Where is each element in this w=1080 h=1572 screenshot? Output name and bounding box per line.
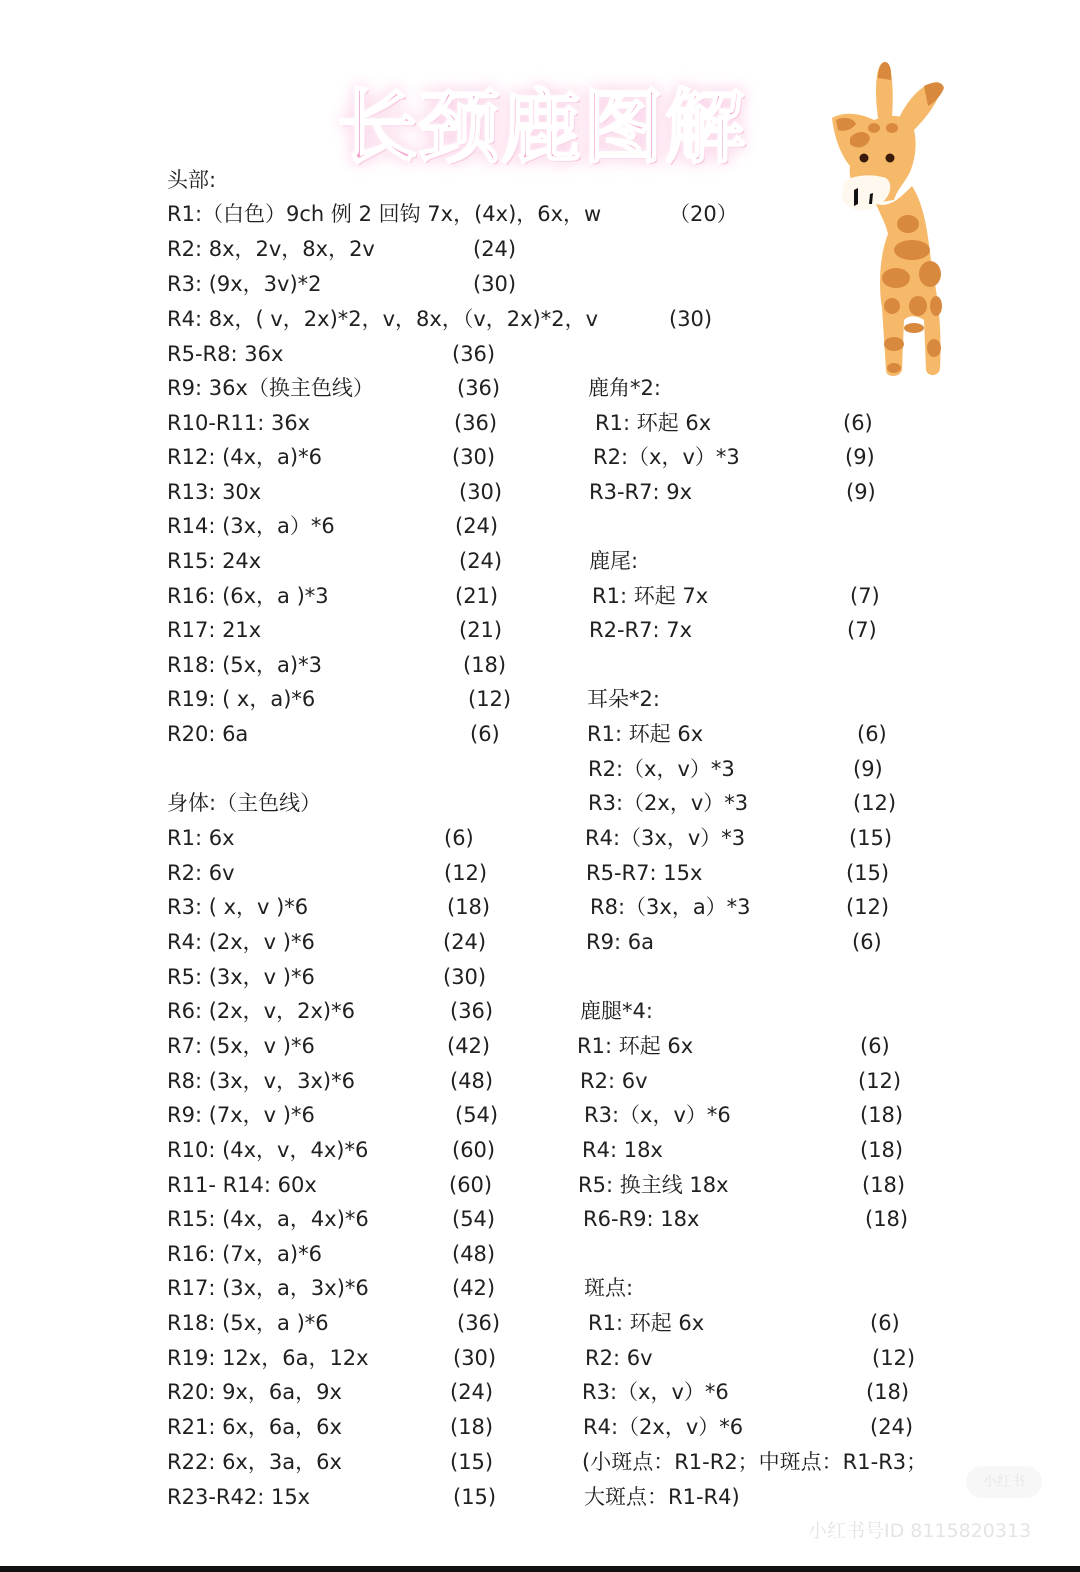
section-heading-head: 头部:	[167, 168, 217, 192]
spots-row-label: R3:（x，v）*6	[582, 1380, 729, 1404]
spots-row-label: R4:（2x，v）*6	[583, 1415, 744, 1439]
ears-row-count: (9)	[853, 757, 883, 781]
ears-row-count: (12)	[853, 791, 897, 815]
body-row-label: R4: (2x，v )*6	[167, 930, 315, 954]
body-row-label: R11- R14: 60x	[167, 1173, 317, 1197]
spots-row-label: R1: 环起 6x	[588, 1311, 705, 1335]
head-row-label: R9: 36x（换主色线）	[167, 376, 374, 400]
body-row-label: R7: (5x，v )*6	[167, 1034, 315, 1058]
body-row-count: (24)	[443, 930, 487, 954]
body-row-count: (30)	[453, 1346, 497, 1370]
spots-row-label: R2: 6v	[585, 1346, 653, 1370]
head-row-count: (30)	[473, 272, 517, 296]
head-row-count: （20）	[669, 202, 738, 226]
body-row-count: (15)	[453, 1485, 497, 1509]
spots-row-count: (6)	[870, 1311, 900, 1335]
horns-row-label: R1: 环起 6x	[595, 411, 712, 435]
body-row-label: R22: 6x，3a，6x	[167, 1450, 342, 1474]
body-row-label: R1: 6x	[167, 826, 235, 850]
body-row-label: R10: (4x，v，4x)*6	[167, 1138, 369, 1162]
body-row-count: (12)	[444, 861, 488, 885]
legs-row-label: R2: 6v	[580, 1069, 648, 1093]
head-row-count: (24)	[459, 549, 503, 573]
head-row-count: (24)	[473, 237, 517, 261]
spots-note-line-2: 大斑点：R1-R4)	[584, 1485, 740, 1509]
ears-row-count: (15)	[849, 826, 893, 850]
head-row-label: R18: (5x，a)*3	[167, 653, 322, 677]
body-row-count: (30)	[443, 965, 487, 989]
legs-row-label: R5: 换主线 18x	[578, 1173, 729, 1197]
body-row-count: (6)	[444, 826, 474, 850]
body-row-label: R8: (3x，v，3x)*6	[167, 1069, 355, 1093]
legs-row-count: (18)	[860, 1138, 904, 1162]
head-row-label: R15: 24x	[167, 549, 262, 573]
body-row-label: R17: (3x，a，3x)*6	[167, 1276, 369, 1300]
body-row-label: R20: 9x，6a，9x	[167, 1380, 342, 1404]
body-row-count: (36)	[457, 1311, 501, 1335]
body-row-label: R16: (7x，a)*6	[167, 1242, 322, 1266]
spots-note-line-1: (小斑点：R1-R2；中斑点：R1-R3；	[582, 1450, 928, 1474]
tail-row-count: (7)	[850, 584, 880, 608]
legs-row-count: (18)	[862, 1173, 906, 1197]
body-row-count: (48)	[452, 1242, 496, 1266]
ears-row-label: R1: 环起 6x	[587, 722, 704, 746]
spots-row-count: (12)	[872, 1346, 916, 1370]
head-row-count: (21)	[455, 584, 499, 608]
ears-row-label: R4:（3x，v）*3	[585, 826, 746, 850]
legs-row-label: R6-R9: 18x	[583, 1207, 700, 1231]
section-heading-tail: 鹿尾:	[589, 549, 639, 573]
body-row-label: R2: 6v	[167, 861, 235, 885]
section-heading-spots: 斑点:	[584, 1276, 634, 1300]
body-row-label: R18: (5x，a )*6	[167, 1311, 329, 1335]
body-row-label: R19: 12x，6a，12x	[167, 1346, 369, 1370]
head-row-count: (24)	[455, 514, 499, 538]
section-heading-ears: 耳朵*2:	[587, 687, 660, 711]
ears-row-label: R8:（3x，a）*3	[590, 895, 751, 919]
section-heading-horns: 鹿角*2:	[588, 376, 661, 400]
bottom-edge-bar	[0, 1566, 1080, 1572]
head-row-label: R12: (4x，a)*6	[167, 445, 322, 469]
body-row-label: R5: (3x，v )*6	[167, 965, 315, 989]
head-row-count: (12)	[468, 687, 512, 711]
legs-row-count: (6)	[860, 1034, 890, 1058]
head-row-label: R17: 21x	[167, 618, 262, 642]
body-row-count: (60)	[452, 1138, 496, 1162]
head-row-label: R10-R11: 36x	[167, 411, 311, 435]
head-row-label: R16: (6x，a )*3	[167, 584, 329, 608]
watermark-logo-badge: 小红书	[966, 1466, 1042, 1498]
body-row-count: (18)	[447, 895, 491, 919]
legs-row-count: (12)	[858, 1069, 902, 1093]
section-heading-body: 身体:（主色线）	[167, 791, 322, 815]
body-row-count: (42)	[452, 1276, 496, 1300]
ears-row-label: R5-R7: 15x	[586, 861, 703, 885]
body-row-count: (60)	[449, 1173, 493, 1197]
body-row-label: R23-R42: 15x	[167, 1485, 311, 1509]
horns-row-label: R3-R7: 9x	[589, 480, 693, 504]
page-title: 长颈鹿图解	[337, 80, 747, 174]
body-row-count: (54)	[452, 1207, 496, 1231]
spots-row-count: (24)	[870, 1415, 914, 1439]
body-row-label: R21: 6x，6a，6x	[167, 1415, 342, 1439]
ears-row-label: R2:（x，v）*3	[588, 757, 735, 781]
head-row-label: R4: 8x，( v，2x)*2，v，8x，（v，2x)*2，v	[167, 307, 599, 331]
legs-row-label: R1: 环起 6x	[577, 1034, 694, 1058]
head-row-label: R2: 8x，2v，8x，2v	[167, 237, 375, 261]
tail-row-label: R2-R7: 7x	[589, 618, 693, 642]
head-row-count: (30)	[452, 445, 496, 469]
section-heading-legs: 鹿腿*4:	[580, 999, 653, 1023]
body-row-count: (42)	[447, 1034, 491, 1058]
head-row-count: (30)	[459, 480, 503, 504]
body-row-count: (54)	[455, 1103, 499, 1127]
legs-row-count: (18)	[865, 1207, 909, 1231]
body-row-label: R3: ( x，v )*6	[167, 895, 309, 919]
head-row-count: (6)	[470, 722, 500, 746]
tail-row-label: R1: 环起 7x	[592, 584, 709, 608]
ears-row-label: R3:（2x，v）*3	[588, 791, 749, 815]
body-row-count: (24)	[450, 1380, 494, 1404]
body-row-label: R6: (2x，v，2x)*6	[167, 999, 355, 1023]
body-row-count: (18)	[450, 1415, 494, 1439]
head-row-label: R14: (3x，a）*6	[167, 514, 335, 538]
head-row-label: R20: 6a	[167, 722, 249, 746]
head-row-label: R3: (9x，3v)*2	[167, 272, 322, 296]
legs-row-label: R4: 18x	[582, 1138, 663, 1162]
body-row-count: (36)	[450, 999, 494, 1023]
head-row-label: R19: ( x，a)*6	[167, 687, 316, 711]
horns-row-count: (9)	[846, 480, 876, 504]
body-row-label: R9: (7x，v )*6	[167, 1103, 315, 1127]
head-row-label: R1:（白色）9ch 例 2 回钩 7x，(4x)，6x，w	[167, 202, 602, 226]
ears-row-count: (15)	[846, 861, 890, 885]
tail-row-count: (7)	[847, 618, 877, 642]
head-row-count: (36)	[452, 342, 496, 366]
ears-row-label: R9: 6a	[586, 930, 654, 954]
body-row-count: (15)	[450, 1450, 494, 1474]
horns-row-label: R2:（x，v）*3	[593, 445, 740, 469]
head-row-count: (30)	[669, 307, 713, 331]
ears-row-count: (6)	[857, 722, 887, 746]
giraffe-illustration-icon	[828, 58, 954, 382]
head-row-count: (36)	[457, 376, 501, 400]
spots-row-count: (18)	[866, 1380, 910, 1404]
ears-row-count: (6)	[852, 930, 882, 954]
head-row-label: R13: 30x	[167, 480, 262, 504]
ears-row-count: (12)	[846, 895, 890, 919]
legs-row-count: (18)	[860, 1103, 904, 1127]
body-row-label: R15: (4x，a，4x)*6	[167, 1207, 369, 1231]
horns-row-count: (9)	[845, 445, 875, 469]
head-row-label: R5-R8: 36x	[167, 342, 284, 366]
legs-row-label: R3:（x，v）*6	[584, 1103, 731, 1127]
watermark-id: 小红书号ID 8115820313	[808, 1520, 1032, 1542]
head-row-count: (21)	[459, 618, 503, 642]
head-row-count: (18)	[463, 653, 507, 677]
body-row-count: (48)	[450, 1069, 494, 1093]
head-row-count: (36)	[454, 411, 498, 435]
horns-row-count: (6)	[843, 411, 873, 435]
